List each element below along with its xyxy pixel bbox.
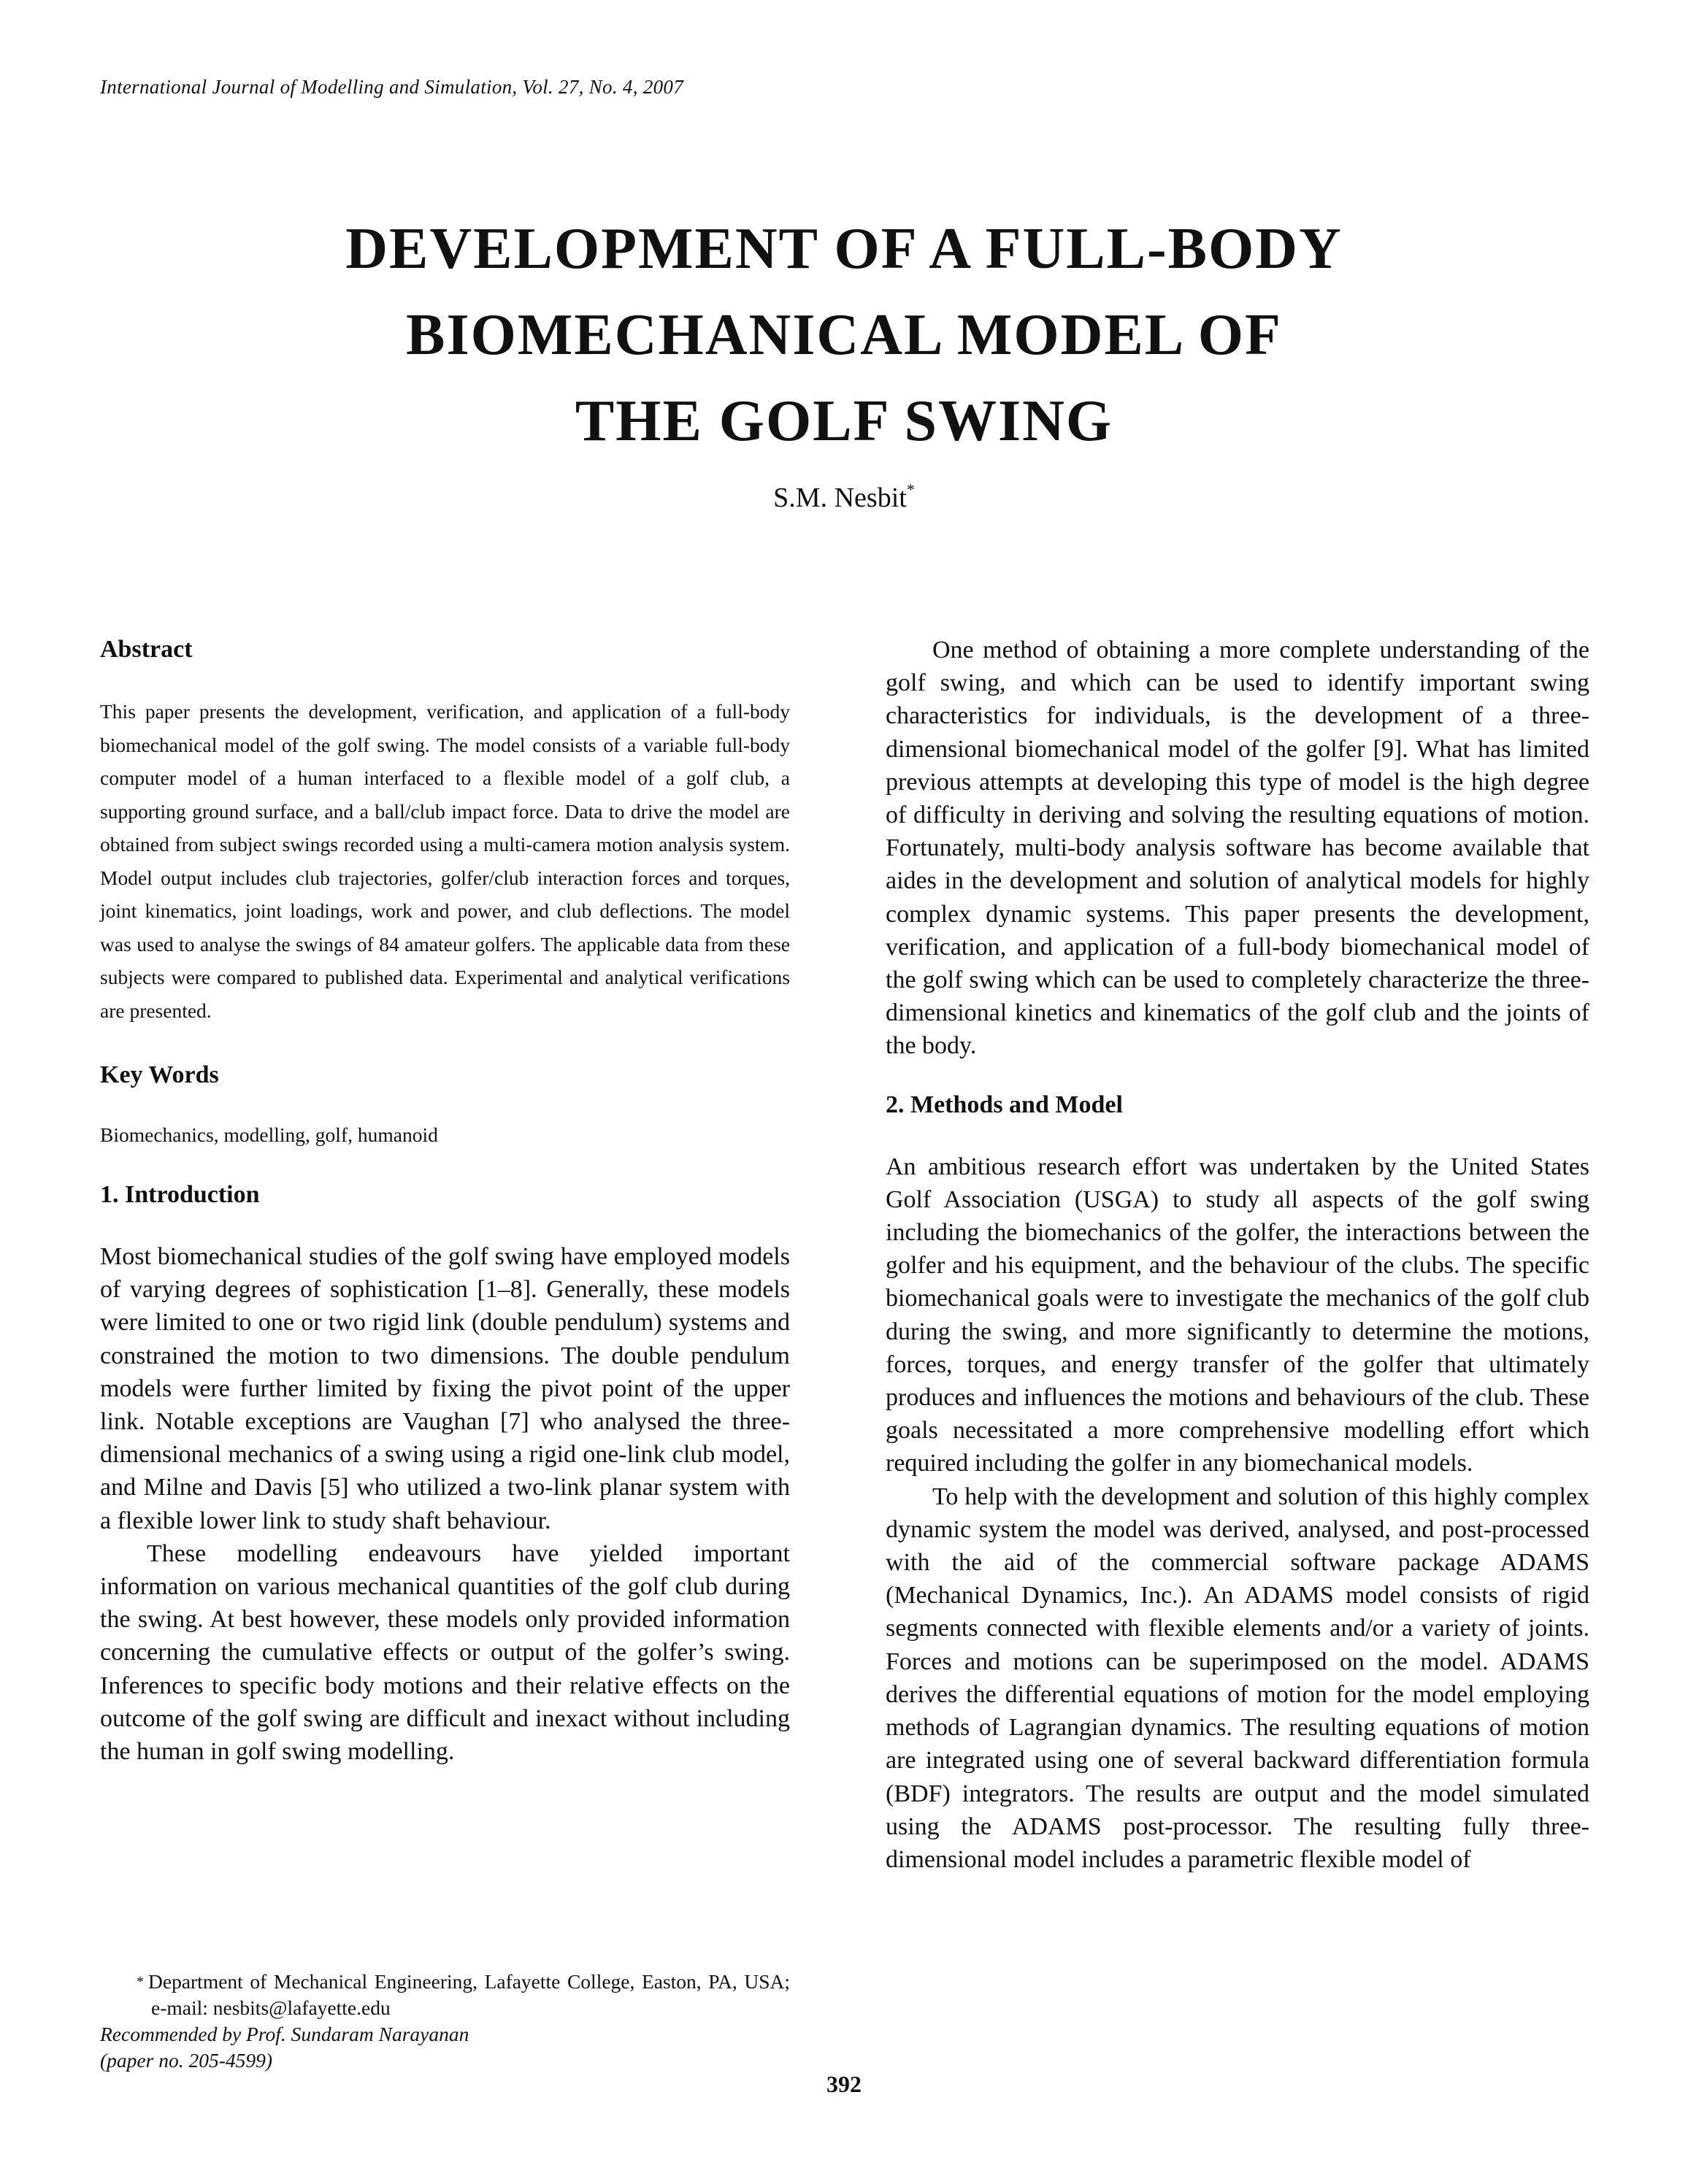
author-footnote-marker: * [906,480,915,499]
paper-title [0,206,1688,464]
footnote-marker: * [137,1974,144,1990]
recommended-by: Recommended by Prof. Sundaram Narayanan [100,2023,469,2045]
footnote-affiliation-text: Department of Mechanical Engineering, Lafayette College, Easton, PA, USA; e-mail: nesbits@lafayette.edu [148,1970,790,2019]
running-head: International Journal of Modelling and Simulation, Vol. 27, No. 4, 2007 [100,76,684,98]
paper-number: (paper no. 205-4599) [100,2049,273,2072]
author-name: S.M. Nesbit [773,482,907,513]
abstract-heading: Abstract [100,636,193,663]
right-column [886,634,1589,1876]
methods-heading: 2. Methods and Model [886,1091,1123,1118]
left-column [100,634,790,1768]
page-number: 392 [826,2071,862,2097]
abstract-text: This paper presents the development, verification, and application of a full-body biomechanical model of the golf swing. The model consists of a variable full-body computer model of a human interfaced to a flexible model of a golf club, a supporting ground surface, and a ball/club impact force. Data to drive the model are obtained from subject swings recorded using a multi-camera motion analysis system. Model output includes club trajectories, golfer/club interaction forces and torques, joint kinematics, joint loadings, work and power, and club deflections. The model was used to analyse the swings of 84 amateur golfers. The applicable data from these subjects were compared to published data. Experimental and analytical verifications are presented. [100,700,790,1022]
introduction-paragraph-2: These modelling endeavours have yielded important information on various mechanical quantities of the golf club during the swing. At best however, these models only provided information concerning the cumulative effects or output of the golfer’s swing. Inferences to specific body motions and their relative effects on the outcome of the golf swing are difficult and inexact without including the human in golf swing modelling. [100,1539,790,1766]
introduction-heading: 1. Introduction [100,1181,260,1208]
keywords-heading: Key Words [100,1061,219,1088]
introduction-paragraph-1: Most biomechanical studies of the golf swing have employed models of varying degrees of sophistication [1–8]. Generally, these models were limited to one or two rigid link (double pendulum) systems and constrained the motion to two dimensions. The double pendulum models were further limited by fixing the pivot point of the upper link. Notable exceptions are Vaughan [7] who analysed the three-dimensional mechanics of a swing using a rigid one-link club model, and Milne and Davis [5] who utilized a two-link planar system with a flexible lower link to study shaft behaviour. [100,1243,790,1534]
keywords-text: Biomechanics, modelling, golf, humanoid [100,1123,438,1146]
title-line-1: DEVELOPMENT OF A FULL-BODY [345,217,1343,281]
footnote-affiliation [100,1969,790,2021]
introduction-paragraph-3: One method of obtaining a more complete understanding of the golf swing, and which can be used to identify important swing characteristics for individuals, is the development of a three-dimensional biomechanical model of the golfer [9]. What has limited previous attempts at developing this type of model is the high degree of difficulty in deriving and solving the resulting equations of motion. Fortunately, multi-body analysis software has become available that aides in the development and solution of analytical models for highly complex dynamic systems. This paper presents the development, verification, and application of a full-body biomechanical model of the golf swing which can be used to completely characterize the three-dimensional kinetics and kinematics of the golf club and the joints of the body. [886,637,1589,1060]
footnote [100,1969,790,2074]
methods-paragraph-1: An ambitious research effort was undertaken by the United States Golf Association (USGA) to study all aspects of the golf swing including the biomechanics of the golfer, the interactions between the golfer and his equipment, and the behaviour of the clubs. The specific biomechanical goals were to investigate the mechanics of the golf club during the swing, and more significantly to determine the motions, forces, torques, and energy transfer of the golfer that ultimately produces and influences the motions and behaviours of the club. These goals necessitated a more comprehensive modelling effort which required including the golfer in any biomechanical models. [886,1153,1589,1477]
author-line [0,482,1688,514]
title-line-3: THE GOLF SWING [575,389,1113,453]
methods-paragraph-2: To help with the development and solution of this highly complex dynamic system the model was derived, analysed, and post-processed with the aid of the commercial software package ADAMS (Mechanical Dynamics, Inc.). An ADAMS model consists of rigid segments connected with flexible elements and/or a variety of joints. Forces and motions can be superimposed on the model. ADAMS derives the differential equations of motion for the model employing methods of Lagrangian dynamics. The resulting equations of motion are integrated using one of several backward differentiation formula (BDF) integrators. The results are output and the model simulated using the ADAMS post-processor. The resulting fully three-dimensional model includes a parametric flexible model of [886,1483,1589,1873]
title-line-2: BIOMECHANICAL MODEL OF [406,303,1282,367]
